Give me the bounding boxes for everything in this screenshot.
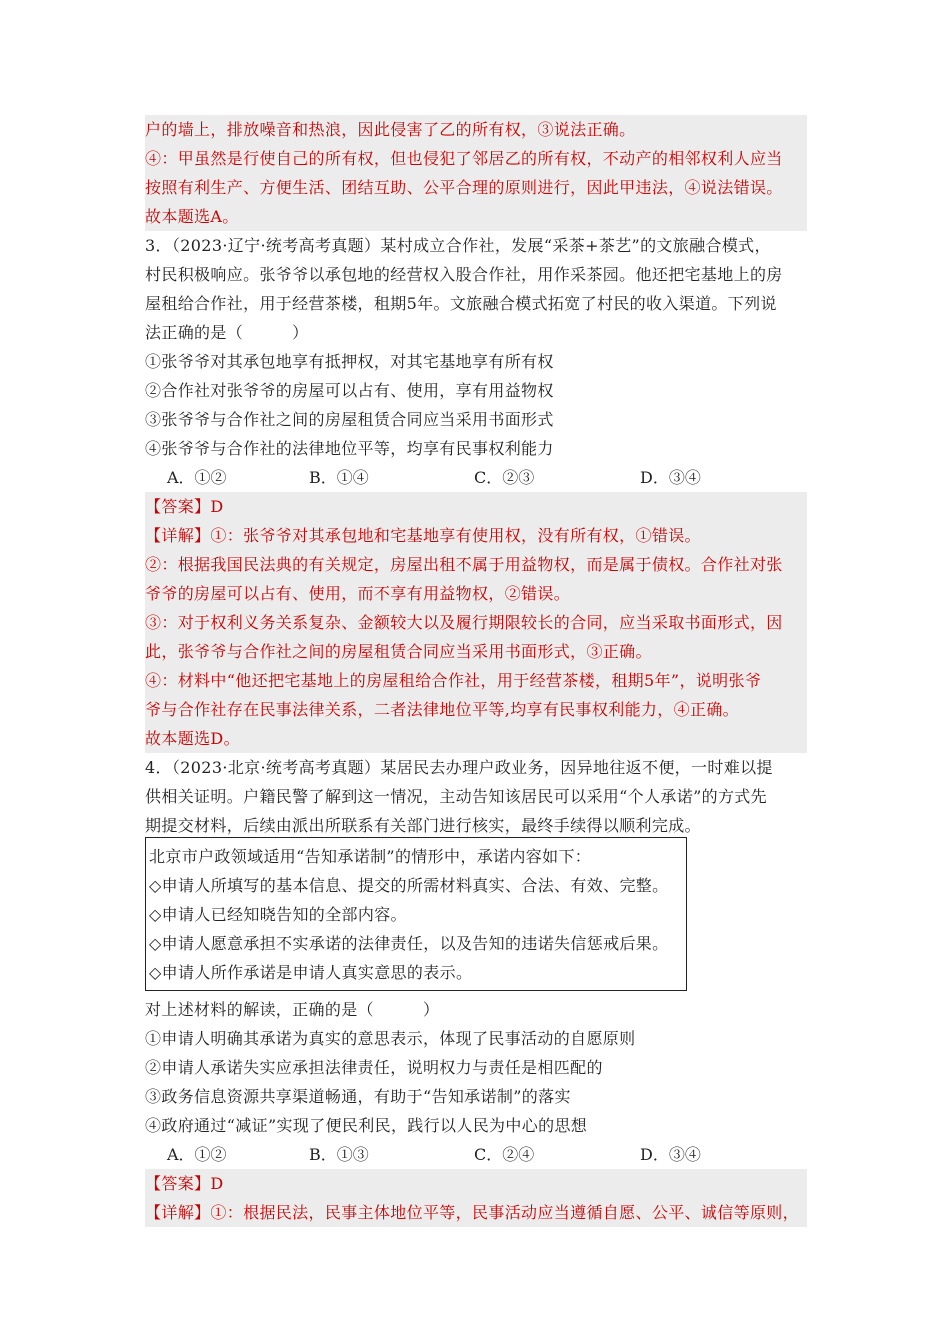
- explanation-line: 按照有利生产、方便生活、团结互助、公平合理的原则进行，因此甲违法，④说法错误。: [145, 173, 807, 202]
- detail-line: 爷爷的房屋可以占有、使用，而不享有用益物权，②错误。: [145, 579, 807, 608]
- statement-item: ②合作社对张爷爷的房屋可以占有、使用，享有用益物权: [145, 381, 554, 400]
- detail-label: 【详解】: [145, 1203, 211, 1222]
- option-c: C．②③: [474, 468, 535, 487]
- statement-item: ③政务信息资源共享渠道畅通，有助于“告知承诺制”的落实: [145, 1087, 571, 1106]
- answer-line: [145, 492, 807, 521]
- answer-label: 【答案】: [145, 497, 211, 516]
- question-stem: 屋租给合作社，用于经营茶楼，租期5年。文旅融合模式拓宽了村民的收入渠道。下列说: [145, 294, 777, 313]
- detail-text: ①：根据民法，民事主体地位平等，民事活动应当遵循自愿、公平、诚信等原则，: [210, 1203, 800, 1222]
- material-line: ◇申请人所作承诺是申请人真实意思的表示。: [149, 963, 473, 982]
- statement-item: ④张爷爷与合作社的法律地位平等，均享有民事权利能力: [145, 439, 554, 458]
- option-b: B．①③: [309, 1145, 369, 1164]
- detail-text: ①：张爷爷对其承包地和宅基地享有使用权，没有所有权，①错误。: [210, 526, 701, 545]
- detail-line: ②：根据我国民法典的有关规定，房屋出租不属于用益物权，而是属于债权。合作社对张: [145, 550, 807, 579]
- detail-label: 【详解】: [145, 526, 211, 545]
- statement-item: ①申请人明确其承诺为真实的意思表示，体现了民事活动的自愿原则: [145, 1029, 636, 1048]
- option-c: C．②④: [474, 1145, 535, 1164]
- question-stem: 3．（2023·辽宁·统考高考真题）某村成立合作社，发展“采茶+茶艺”的文旅融合模式，: [145, 236, 771, 255]
- statement-item: ②申请人承诺失实应承担法律责任，说明权力与责任是相匹配的: [145, 1058, 603, 1077]
- question-stem: 4．（2023·北京·统考高考真题）某居民去办理户政业务，因异地往返不便，一时难以提: [145, 758, 773, 777]
- material-box: [145, 837, 687, 991]
- answer-value: D: [210, 1174, 224, 1193]
- question-stem: 村民积极响应。张爷爷以承包地的经营权入股合作社，用作采茶园。他还把宅基地上的房: [145, 265, 783, 284]
- statement-item: ①张爷爷对其承包地享有抵押权，对其宅基地享有所有权: [145, 352, 554, 371]
- material-line: 北京市户政领域适用“告知承诺制”的情形中，承诺内容如下：: [149, 847, 592, 866]
- detail-line: [145, 521, 807, 550]
- explanation-line: 户的墙上，排放噪音和热浪，因此侵害了乙的所有权，③说法正确。: [145, 115, 807, 144]
- answer-value: D: [210, 497, 224, 516]
- option-d: D．③④: [640, 1145, 701, 1164]
- material-line: ◇申请人所填写的基本信息、提交的所需材料真实、合法、有效、完整。: [149, 876, 669, 895]
- material-line: ◇申请人愿意承担不实承诺的法律责任，以及告知的违诺失信惩戒后果。: [149, 934, 669, 953]
- material-line: ◇申请人已经知晓告知的全部内容。: [149, 905, 407, 924]
- detail-line: [145, 1198, 807, 1227]
- detail-line: 故本题选D。: [145, 724, 807, 753]
- option-a: A．①②: [167, 1145, 227, 1164]
- detail-line: ③：对于权利义务关系复杂、金额较大以及履行期限较长的合同，应当采取书面形式，因: [145, 608, 807, 637]
- detail-line: ④：材料中“他还把宅基地上的房屋租给合作社，用于经营茶楼，租期5年”，说明张爷: [145, 666, 807, 695]
- detail-line: 此，张爷爷与合作社之间的房屋租赁合同应当采用书面形式，③正确。: [145, 637, 807, 666]
- option-a: A．①②: [167, 468, 227, 487]
- explanation-line: ④：甲虽然是行使自己的所有权，但也侵犯了邻居乙的所有权，不动产的相邻权利人应当: [145, 144, 807, 173]
- statement-item: ③张爷爷与合作社之间的房屋租赁合同应当采用书面形式: [145, 410, 554, 429]
- option-d: D．③④: [640, 468, 701, 487]
- question-stem: 法正确的是（ ）: [145, 323, 309, 342]
- option-b: B．①④: [309, 468, 369, 487]
- detail-line: 爷与合作社存在民事法律关系，二者法律地位平等,均享有民事权利能力，④正确。: [145, 695, 807, 724]
- question-prompt: 对上述材料的解读，正确的是（ ）: [145, 1000, 440, 1019]
- question-stem: 期提交材料，后续由派出所联系有关部门进行核实，最终手续得以顺利完成。: [145, 816, 701, 835]
- question-stem: 供相关证明。户籍民警了解到这一情况，主动告知该居民可以采用“个人承诺”的方式先: [145, 787, 768, 806]
- statement-item: ④政府通过“减证”实现了便民利民，践行以人民为中心的思想: [145, 1116, 588, 1135]
- answer-label: 【答案】: [145, 1174, 211, 1193]
- answer-line: [145, 1169, 807, 1198]
- explanation-line: 故本题选A。: [145, 202, 807, 231]
